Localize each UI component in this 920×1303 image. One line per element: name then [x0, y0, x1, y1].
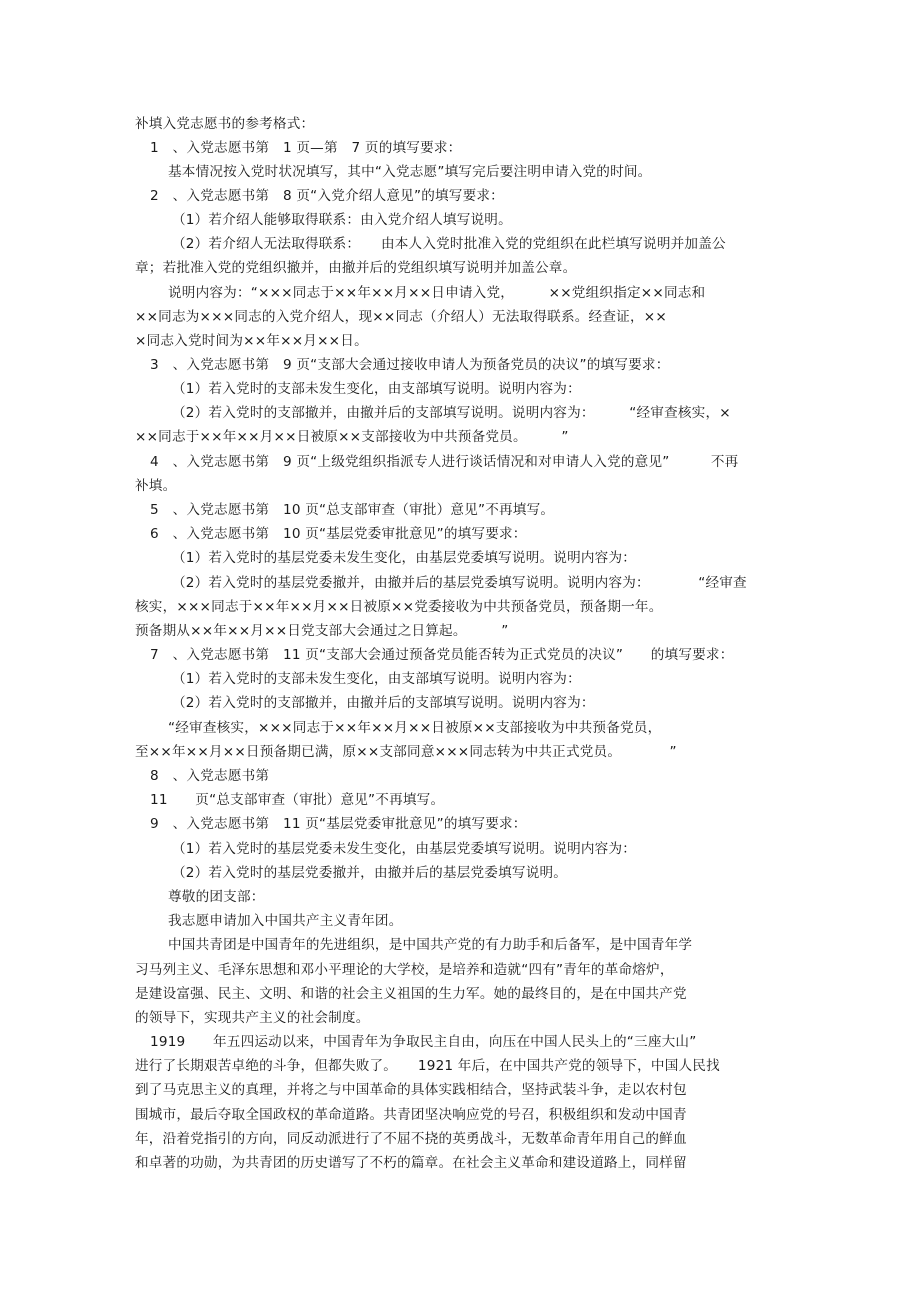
text-line: （2）若入党时的支部撤并，由撤并后的支部填写说明。说明内容为： “经审查核实，× — [172, 405, 731, 421]
text-line: “经审查核实，×××同志于××年××月××日被原××支部接收为中共预备党员， — [168, 720, 662, 736]
text-line: 章；若批准入党的党组织撤并，由撤并后的党组织填写说明并加盖公章。 — [135, 260, 577, 276]
text-line: （2）若入党时的基层党委撤并，由撤并后的基层党委填写说明。说明内容为： “经审查 — [172, 575, 747, 591]
text-line: 基本情况按入党时状况填写，其中“入党志愿”填写完后要注明申请入党的时间。 — [168, 164, 652, 180]
text-line: 是建设富强、民主、文明、和谐的社会主义祖国的生力军。她的最终目的，是在中国共产党 — [135, 986, 687, 1002]
text-line: 11 页“总支部审查（审批）意见”不再填写。 — [150, 792, 445, 808]
text-line: 的领导下，实现共产主义的社会制度。 — [135, 1010, 370, 1026]
text-line: 1919 年五四运动以来，中国青年为争取民主自由，向压在中国人民头上的“三座大山” — [150, 1034, 697, 1050]
text-line: （1）若入党时的支部未发生变化，由支部填写说明。说明内容为： — [172, 671, 581, 687]
document-heading: 补填入党志愿书的参考格式： — [135, 116, 315, 132]
text-line: 说明内容为：“×××同志于××年××月××日申请入党， ××党组织指定××同志和 — [168, 285, 706, 301]
text-line: 2 、入党志愿书第 8 页“入党介绍人意见”的填写要求： — [150, 188, 504, 204]
text-line: 4 、入党志愿书第 9 页“上级党组织指派专人进行谈话情况和对申请人入党的意见” 不再 — [150, 454, 739, 470]
text-line: 中国共青团是中国青年的先进组织，是中国共产党的有力助手和后备军，是中国青年学 — [168, 937, 693, 953]
text-line: 3 、入党志愿书第 9 页“支部大会通过接收申请人为预备党员的决议”的填写要求： — [150, 357, 670, 373]
text-line: 5 、入党志愿书第 10 页“总支部审查（审批）意见”不再填写。 — [150, 502, 555, 518]
letter-salutation: 尊敬的团支部： — [168, 889, 265, 905]
text-line: 习马列主义、毛泽东思想和邓小平理论的大学校，是培养和造就“四有”青年的革命熔炉， — [135, 962, 674, 978]
text-line: 进行了长期艰苦卓绝的斗争，但都失败了。 1921 年后，在中国共产党的领导下，中国人民找 — [135, 1058, 720, 1074]
text-line: 和卓著的功勋，为共青团的历史谱写了不朽的篇章。在社会主义革命和建设道路上，同样留 — [135, 1155, 687, 1171]
text-line: （1）若入党时的基层党委未发生变化，由基层党委填写说明。说明内容为： — [172, 550, 637, 566]
text-line: 核实，×××同志于××年××月××日被原××党委接收为中共预备党员，预备期一年。 — [135, 599, 663, 615]
text-line: 我志愿申请加入中国共产主义青年团。 — [168, 913, 403, 929]
text-line: （1）若介绍人能够取得联系：由入党介绍人填写说明。 — [172, 212, 512, 228]
text-line: 至××年××月××日预备期已满，原××支部同意×××同志转为中共正式党员。 ” — [135, 744, 677, 760]
text-line: 年，沿着党指引的方向，同反动派进行了不屈不挠的英勇战斗，无数革命青年用自己的鲜血 — [135, 1131, 687, 1147]
text-line: ××同志为×××同志的入党介绍人，现××同志（介绍人）无法取得联系。经查证，×× — [135, 309, 667, 325]
text-line: ×同志入党时间为××年××月××日。 — [135, 333, 368, 349]
text-line: （2）若介绍人无法取得联系： 由本人入党时批准入党的党组织在此栏填写说明并加盖公 — [172, 236, 726, 252]
text-line: 6 、入党志愿书第 10 页“基层党委审批意见”的填写要求： — [150, 526, 527, 542]
text-line: （1）若入党时的支部未发生变化，由支部填写说明。说明内容为： — [172, 381, 581, 397]
text-line: 8 、入党志愿书第 — [150, 768, 270, 784]
text-line: （2）若入党时的支部撤并，由撤并后的支部填写说明。说明内容为： — [172, 695, 595, 711]
text-line: （2）若入党时的基层党委撤并，由撤并后的基层党委填写说明。 — [172, 865, 568, 881]
text-line: 围城市，最后夺取全国政权的革命道路。共青团坚决响应党的号召，积极组织和发动中国青 — [135, 1107, 687, 1123]
text-line: ××同志于××年××月××日被原××支部接收为中共预备党员。 ” — [135, 429, 569, 445]
text-line: 预备期从××年××月××日党支部大会通过之日算起。 ” — [135, 623, 509, 639]
text-line: 1 、入党志愿书第 1 页—第 7 页的填写要求： — [150, 140, 462, 156]
text-line: 补填。 — [135, 478, 177, 494]
text-line: 到了马克思主义的真理，并将之与中国革命的具体实践相结合，坚持武装斗争，走以农村包 — [135, 1082, 687, 1098]
text-line: （1）若入党时的基层党委未发生变化，由基层党委填写说明。说明内容为： — [172, 841, 637, 857]
text-line: 9 、入党志愿书第 11 页“基层党委审批意见”的填写要求： — [150, 816, 527, 832]
text-line: 7 、入党志愿书第 11 页“支部大会通过预备党员能否转为正式党员的决议” 的填写要求： — [150, 647, 734, 663]
